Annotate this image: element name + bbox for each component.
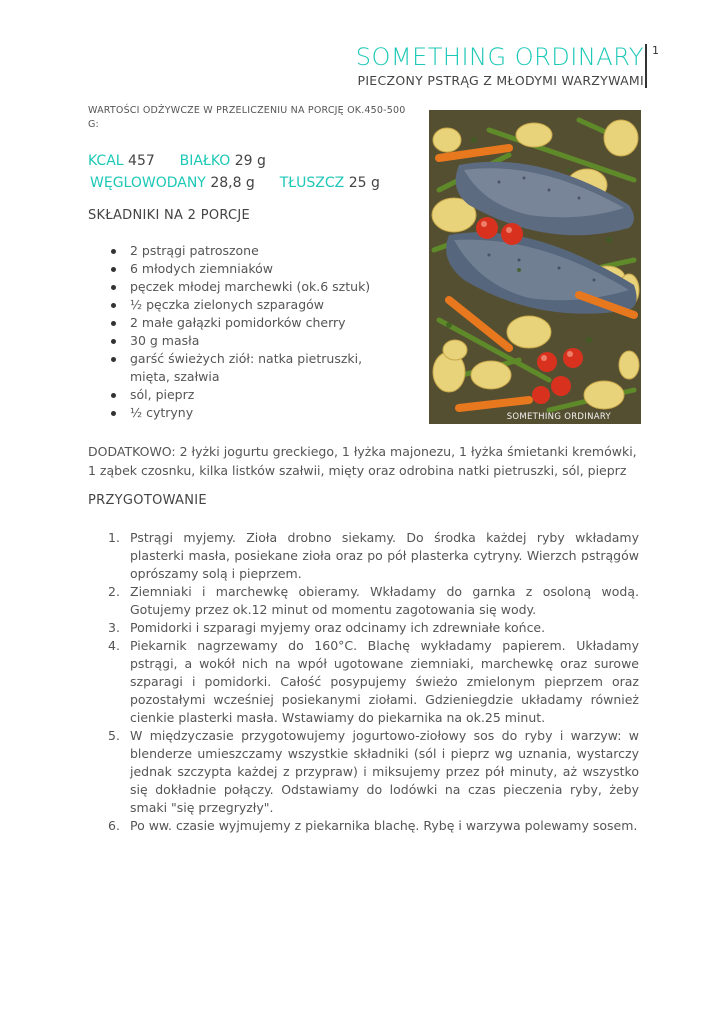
nutrition-heading: WARTOŚCI ODŻYWCZE W PRZELICZENIU NA PORCJĘ OK.450-500 G:: [88, 105, 406, 130]
recipe-photo: [429, 110, 641, 424]
ingredients-heading: SKŁADNIKI NA 2 PORCJE: [88, 208, 251, 223]
ingredient-item: 2 małe gałązki pomidorków cherry: [110, 314, 390, 332]
step-text: Ziemniaki i marchewkę obieramy. Wkładamy do garnka z osoloną wodą. Gotujemy przez ok.12 minut od momentu zagotowania się wody.: [130, 584, 639, 617]
document-header: [356, 42, 644, 90]
step-text: Piekarnik nagrzewamy do 160°C. Blachę wykładamy papierem. Układamy pstrągi, a wokół nich na wpół ugotowane ziemniaki, marchewkę oraz surowe szparagi i pomidorki. Całość posypujemy świeżo zmielonym pieprzem oraz pozostałymi wcześniej posiekanymi ziołami. Gdzieniegdzie układamy również cienkie plasterki masła. Wstawiamy do piekarnika na ok.25 minut.: [130, 638, 639, 725]
step-item: 1. Pstrągi myjemy. Zioła drobno siekamy. Do środka każdej ryby wkładamy plasterki masła, posiekane zioła oraz po pół plasterka cytryny. Wierzch pstrągów oprószamy solą i pieprzem.: [108, 530, 639, 581]
kcal-label: KCAL: [88, 153, 124, 169]
fat-label: TŁUSZCZ: [279, 175, 345, 191]
baked-trout-illustration: [429, 110, 641, 424]
step-item: 3. Pomidorki i szparagi myjemy oraz odcinamy ich zdrewniałe końce.: [108, 620, 546, 635]
ingredient-item: ½ cytryny: [110, 404, 390, 422]
ingredient-item: sól, pieprz: [110, 386, 390, 404]
extras-paragraph: DODATKOWO: 2 łyżki jogurtu greckiego, 1 łyżka majonezu, 1 łyżka śmietanki kremówki, 1 ząbek czosnku, kilka listków szałwii, mięty oraz odrobina natki pietruszki, sól, pieprz: [88, 444, 637, 478]
ingredient-item: 6 młodych ziemniaków: [110, 260, 390, 278]
ingredient-item: garść świeżych ziół: natka pietruszki, mięta, szałwia: [110, 350, 390, 386]
protein-value: 29 g: [234, 153, 266, 169]
step-item: 5. W międzyczasie przygotowujemy jogurtowo-ziołowy sos do ryby i warzyw: w blenderze umieszczamy wszystkie składniki (sól i pieprz wg uznania, wystarczy jednak szczypta każdej z przypraw) i miksujemy przez pół minuty, aż wszystko się dokładnie połączy. Odstawiamy do lodówki na czas pieczenia ryby, żeby smaki "się przegryzły".: [108, 728, 639, 815]
step-item: 4. Piekarnik nagrzewamy do 160°C. Blachę wykładamy papierem. Układamy pstrągi, a wokół nich na wpół ugotowane ziemniaki, marchewkę oraz surowe szparagi i pomidorki. Całość posypujemy świeżo zmielonym pieprzem oraz pozostałymi wcześniej posiekanymi ziołami. Gdzieniegdzie układamy również cienkie plasterki masła. Wstawiamy do piekarnika na ok.25 minut.: [108, 638, 639, 725]
step-text: Pomidorki i szparagi myjemy oraz odcinamy ich zdrewniałe końce.: [130, 620, 546, 635]
ingredients-list: [110, 242, 390, 422]
kcal-value: 457: [128, 153, 155, 169]
step-text: Po ww. czasie wyjmujemy z piekarnika blachę. Rybę i warzywa polewamy sosem.: [130, 818, 638, 833]
preparation-steps: [108, 529, 639, 835]
nutrition-values: [88, 150, 380, 194]
carbs-label: WĘGLOWODANY: [90, 175, 206, 191]
ingredient-item: 30 g masła: [110, 332, 390, 350]
recipe-title: PIECZONY PSTRĄG Z MŁODYMI WARZYWAMI: [357, 73, 644, 88]
protein-label: BIAŁKO: [179, 153, 231, 169]
brand-title: SOMETHING ORDINARY: [355, 43, 644, 71]
step-item: 6. Po ww. czasie wyjmujemy z piekarnika blachę. Rybę i warzywa polewamy sosem.: [108, 818, 638, 833]
ingredient-item: pęczek młodej marchewki (ok.6 sztuk): [110, 278, 390, 296]
step-text: Pstrągi myjemy. Zioła drobno siekamy. Do środka każdej ryby wkładamy plasterki masła, posiekane zioła oraz po pół plasterka cytryny. Wierzch pstrągów oprószamy solą i pieprzem.: [130, 530, 639, 581]
header-divider: [645, 44, 647, 88]
carbs-value: 28,8 g: [210, 175, 255, 191]
ingredient-item: ½ pęczka zielonych szparagów: [110, 296, 390, 314]
page-number: 1: [652, 44, 659, 57]
photo-watermark: SOMETHING ORDINARY: [506, 412, 611, 422]
ingredient-item: 2 pstrągi patroszone: [110, 242, 390, 260]
preparation-heading: PRZYGOTOWANIE: [88, 493, 207, 508]
fat-value: 25 g: [348, 175, 380, 191]
step-item: 2. Ziemniaki i marchewkę obieramy. Wkładamy do garnka z osoloną wodą. Gotujemy przez ok.12 minut od momentu zagotowania się wody.: [108, 584, 639, 617]
step-text: W międzyczasie przygotowujemy jogurtowo-ziołowy sos do ryby i warzyw: w blenderze umieszczamy wszystkie składniki (sól i pieprz wg uznania, wystarczy jednak szczypta każdej z przypraw) i miksujemy przez pół minuty, aż wszystko się dokładnie połączy. Odstawiamy do lodówki na czas pieczenia ryby, żeby smaki "się przegryzły".: [130, 728, 639, 815]
